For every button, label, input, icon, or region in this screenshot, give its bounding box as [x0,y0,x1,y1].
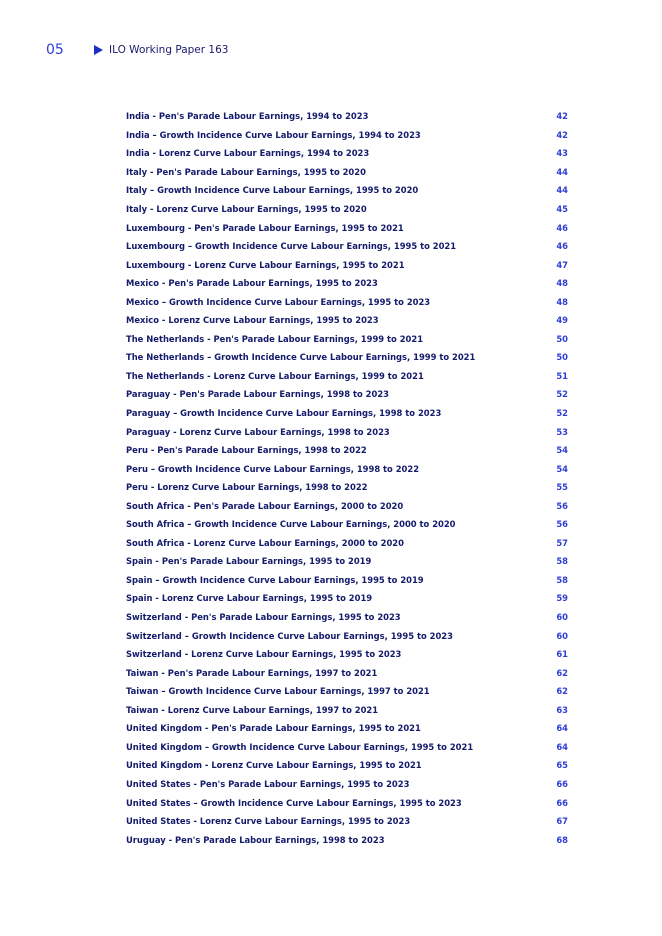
toc-entry-page-number[interactable]: 58 [556,556,568,567]
toc-entry-title[interactable]: Peru - Lorenz Curve Labour Earnings, 1998 to 2022 [126,482,368,493]
toc-entry[interactable] [126,645,568,664]
toc-entry[interactable] [126,496,568,515]
toc-entry[interactable] [126,163,568,182]
toc-entry[interactable] [126,589,568,608]
toc-entry[interactable] [126,682,568,701]
toc-entry-page-number[interactable]: 42 [556,129,568,140]
toc-entry-title[interactable]: Paraguay - Lorenz Curve Labour Earnings, 1998 to 2023 [126,426,390,437]
toc-entry-page-number[interactable]: 62 [556,686,568,697]
toc-entry-title[interactable]: The Netherlands – Growth Incidence Curve Labour Earnings, 1999 to 2021 [126,352,476,363]
toc-entry-page-number[interactable]: 56 [556,519,568,530]
toc-entry-page-number[interactable]: 66 [556,797,568,808]
toc-entry-title[interactable]: India - Lorenz Curve Labour Earnings, 1994 to 2023 [126,148,370,159]
toc-entry[interactable] [126,274,568,293]
toc-entry-title[interactable]: United Kingdom – Growth Incidence Curve Labour Earnings, 1995 to 2021 [126,741,474,752]
toc-entry-title[interactable]: Taiwan - Lorenz Curve Labour Earnings, 1997 to 2021 [126,704,379,715]
toc-entry[interactable] [126,701,568,720]
toc-entry[interactable] [126,441,568,460]
toc-entry-title[interactable]: Mexico - Pen's Parade Labour Earnings, 1995 to 2023 [126,278,378,289]
toc-entry-page-number[interactable]: 53 [556,426,568,437]
toc-entry-title[interactable]: The Netherlands - Pen's Parade Labour Earnings, 1999 to 2021 [126,333,424,344]
toc-entry-title[interactable]: Spain - Lorenz Curve Labour Earnings, 1995 to 2019 [126,593,373,604]
toc-entry[interactable] [126,144,568,163]
toc-entry-page-number[interactable]: 63 [556,704,568,715]
toc-entry-page-number[interactable]: 56 [556,500,568,511]
toc-entry-title[interactable]: India - Pen's Parade Labour Earnings, 1994 to 2023 [126,111,369,122]
toc-entry-page-number[interactable]: 54 [556,463,568,474]
page-number: 05 [46,42,64,58]
toc-entry-page-number[interactable]: 57 [556,537,568,548]
toc-entry[interactable] [126,311,568,330]
toc-entry[interactable] [126,793,568,812]
toc-entry-title[interactable]: Italy - Pen's Parade Labour Earnings, 1995 to 2020 [126,166,366,177]
toc-entry-page-number[interactable]: 48 [556,296,568,307]
toc-entry[interactable] [126,107,568,126]
toc-entry[interactable] [126,812,568,831]
toc-entry-title[interactable]: United Kingdom - Lorenz Curve Labour Earnings, 1995 to 2021 [126,760,422,771]
toc-entry-page-number[interactable]: 50 [556,333,568,344]
toc-entry-title[interactable]: The Netherlands - Lorenz Curve Labour Earnings, 1999 to 2021 [126,370,424,381]
toc-entry-title[interactable]: Mexico - Lorenz Curve Labour Earnings, 1995 to 2023 [126,315,379,326]
toc-entry-title[interactable]: Peru - Pen's Parade Labour Earnings, 1998 to 2022 [126,445,367,456]
toc-entry-title[interactable]: Peru – Growth Incidence Curve Labour Earnings, 1998 to 2022 [126,463,420,474]
toc-entry-page-number[interactable]: 47 [556,259,568,270]
toc-entry-title[interactable]: Luxembourg – Growth Incidence Curve Labour Earnings, 1995 to 2021 [126,241,457,252]
toc-entry-page-number[interactable]: 64 [556,741,568,752]
toc-entry[interactable] [126,775,568,794]
toc-entry-page-number[interactable]: 59 [556,593,568,604]
toc-entry-title[interactable]: South Africa - Pen's Parade Labour Earnings, 2000 to 2020 [126,500,404,511]
toc-entry-page-number[interactable]: 46 [556,241,568,252]
toc-entry-title[interactable]: Italy - Lorenz Curve Labour Earnings, 1995 to 2020 [126,204,367,214]
page-header [46,42,228,58]
toc-entry-page-number[interactable]: 55 [556,482,568,493]
toc-entry-title[interactable]: Taiwan – Growth Incidence Curve Labour Earnings, 1997 to 2021 [126,686,430,697]
toc-entry-page-number[interactable]: 65 [556,760,568,771]
toc-entry[interactable] [126,663,568,682]
toc-entry-page-number[interactable]: 67 [556,816,568,827]
toc-entry-page-number[interactable]: 52 [556,389,568,400]
toc-entry-title[interactable]: Paraguay – Growth Incidence Curve Labour Earnings, 1998 to 2023 [126,408,442,419]
toc-entry[interactable] [126,534,568,553]
toc-entry-page-number[interactable]: 42 [556,111,568,122]
toc-entry[interactable] [126,738,568,757]
toc-entry-page-number[interactable]: 46 [556,222,568,233]
toc-entry-title[interactable]: Paraguay - Pen's Parade Labour Earnings, 1998 to 2023 [126,389,389,400]
toc-entry[interactable] [126,126,568,145]
toc-entry-title[interactable]: Switzerland - Lorenz Curve Labour Earnings, 1995 to 2023 [126,649,402,660]
toc-entry-page-number[interactable]: 60 [556,630,568,641]
toc-entry-title[interactable]: Mexico – Growth Incidence Curve Labour Earnings, 1995 to 2023 [126,296,431,307]
toc-entry[interactable] [126,830,568,849]
toc-entry[interactable] [126,478,568,497]
toc-entry-title[interactable]: United States – Growth Incidence Curve Labour Earnings, 1995 to 2023 [126,797,462,808]
toc-entry[interactable] [126,404,568,423]
toc-entry-page-number[interactable]: 48 [556,278,568,289]
toc-entry[interactable] [126,626,568,645]
toc-entry-title[interactable]: South Africa - Lorenz Curve Labour Earnings, 2000 to 2020 [126,537,404,548]
toc-entry-page-number[interactable]: 50 [556,352,568,363]
toc-entry-page-number[interactable]: 64 [556,723,568,734]
toc-entry-title[interactable]: United Kingdom - Pen's Parade Labour Earnings, 1995 to 2021 [126,723,421,734]
table-of-contents [126,107,568,849]
toc-entry[interactable] [126,292,568,311]
toc-entry[interactable] [126,237,568,256]
triangle-right-icon [94,45,103,55]
toc-entry[interactable] [126,218,568,237]
toc-entry[interactable] [126,515,568,534]
toc-entry[interactable] [126,385,568,404]
toc-entry-page-number[interactable]: 62 [556,667,568,678]
toc-entry-title[interactable]: Spain - Pen's Parade Labour Earnings, 1995 to 2019 [126,556,372,567]
toc-entry-page-number[interactable]: 68 [556,834,568,845]
toc-entry-title[interactable]: Switzerland – Growth Incidence Curve Labour Earnings, 1995 to 2023 [126,630,453,641]
toc-entry-page-number[interactable]: 43 [556,148,568,159]
toc-entry-title[interactable]: Luxembourg - Lorenz Curve Labour Earnings, 1995 to 2021 [126,259,405,270]
toc-entry[interactable] [126,719,568,738]
toc-entry-title[interactable]: South Africa – Growth Incidence Curve Labour Earnings, 2000 to 2020 [126,519,456,530]
toc-entry[interactable] [126,200,568,219]
toc-entry-page-number[interactable]: 66 [556,778,568,789]
toc-entry[interactable] [126,571,568,590]
toc-entry[interactable] [126,330,568,349]
toc-entry-title[interactable]: Taiwan - Pen's Parade Labour Earnings, 1997 to 2021 [126,667,378,678]
toc-entry-page-number[interactable]: 58 [556,574,568,585]
toc-entry-page-number[interactable]: 51 [556,370,568,381]
toc-entry-page-number[interactable]: 60 [556,612,568,623]
toc-entry-page-number[interactable]: 61 [556,649,568,660]
toc-entry-title[interactable]: India – Growth Incidence Curve Labour Earnings, 1994 to 2023 [126,129,421,140]
toc-entry-page-number[interactable]: 44 [556,185,568,196]
toc-entry-title[interactable]: United States - Pen's Parade Labour Earnings, 1995 to 2023 [126,778,410,789]
toc-entry-title[interactable]: Uruguay - Pen's Parade Labour Earnings, 1998 to 2023 [126,834,385,845]
toc-entry-page-number[interactable]: 44 [556,166,568,177]
toc-entry[interactable] [126,181,568,200]
document-title: ILO Working Paper 163 [109,44,229,56]
toc-entry-title[interactable]: Spain – Growth Incidence Curve Labour Earnings, 1995 to 2019 [126,574,424,585]
toc-entry-page-number[interactable]: 45 [556,204,568,214]
toc-entry[interactable] [126,756,568,775]
toc-entry[interactable] [126,552,568,571]
toc-entry-title[interactable]: Italy – Growth Incidence Curve Labour Earnings, 1995 to 2020 [126,185,419,196]
toc-entry-page-number[interactable]: 54 [556,445,568,456]
toc-entry[interactable] [126,255,568,274]
toc-entry-title[interactable]: United States - Lorenz Curve Labour Earnings, 1995 to 2023 [126,816,411,827]
toc-entry[interactable] [126,348,568,367]
toc-entry[interactable] [126,422,568,441]
toc-entry-title[interactable]: Switzerland - Pen's Parade Labour Earnings, 1995 to 2023 [126,612,401,623]
toc-entry[interactable] [126,608,568,627]
toc-entry[interactable] [126,367,568,386]
toc-entry-page-number[interactable]: 52 [556,408,568,419]
toc-entry[interactable] [126,459,568,478]
toc-entry-page-number[interactable]: 49 [556,315,568,326]
toc-entry-title[interactable]: Luxembourg - Pen's Parade Labour Earnings, 1995 to 2021 [126,222,404,233]
